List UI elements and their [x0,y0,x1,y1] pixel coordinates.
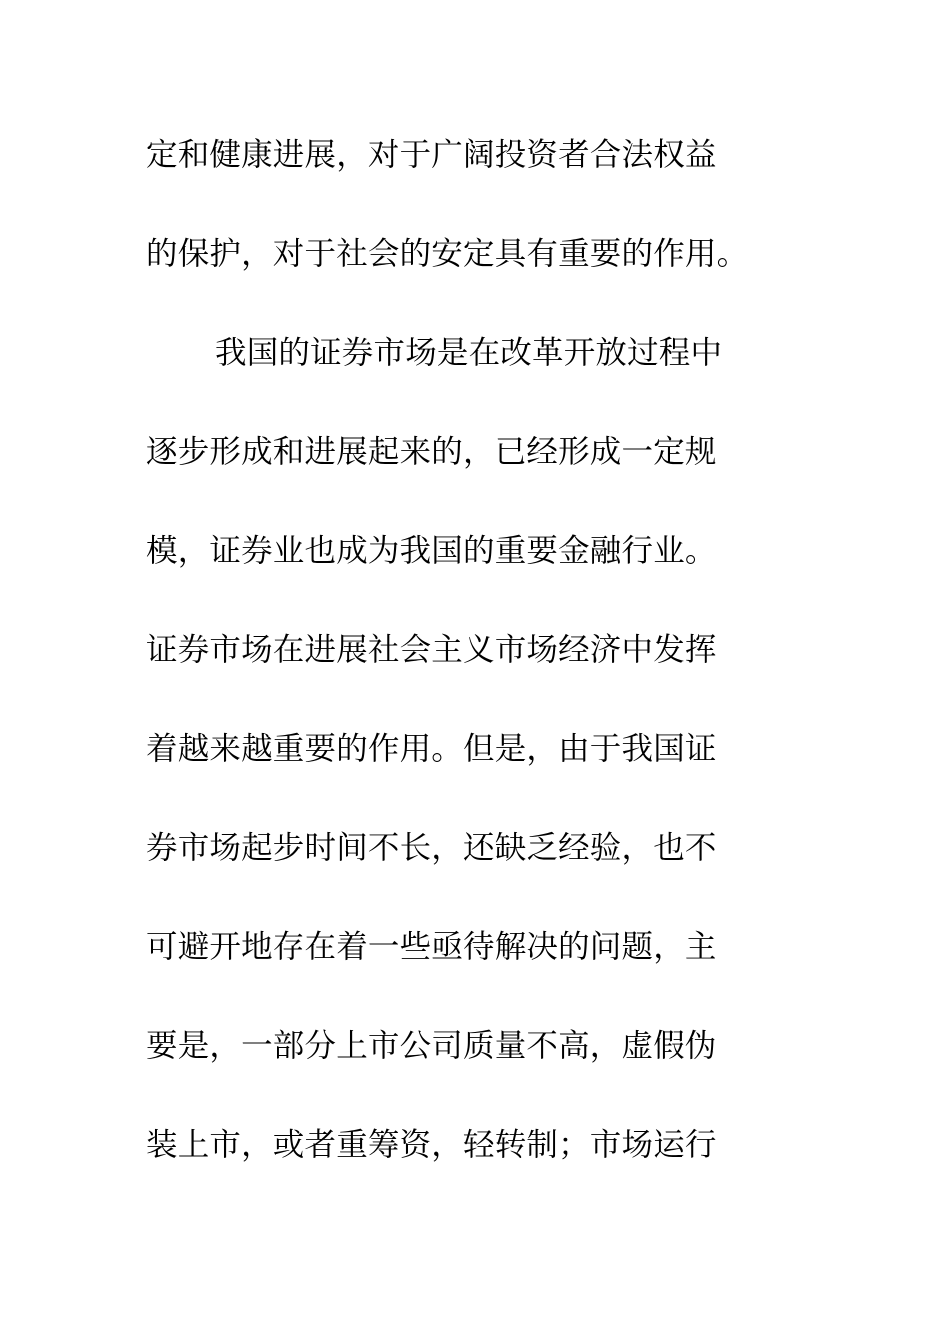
text-line: 模，证券业也成为我国的重要金融行业。 [146,533,717,569]
text-line: 逐步形成和进展起来的，已经形成一定规 [146,434,717,470]
text-line: 装上市，或者重筹资，轻转制；市场运行 [146,1127,717,1163]
body-text [146,126,786,1215]
text-line: 的保护，对于社会的安定具有重要的作用。 [146,236,749,272]
paragraph-start-line: 我国的证券市场是在改革开放过程中 [215,335,723,371]
text-line: 要是，一部分上市公司质量不高，虚假伪 [146,1028,717,1064]
text-line: 券市场起步时间不长，还缺乏经验，也不 [146,830,717,866]
text-line: 定和健康进展，对于广阔投资者合法权益 [146,137,717,173]
text-line: 证券市场在进展社会主义市场经济中发挥 [146,632,717,668]
text-line: 着越来越重要的作用。但是，由于我国证 [146,731,717,767]
text-line: 可避开地存在着一些亟待解决的问题，主 [146,929,717,965]
